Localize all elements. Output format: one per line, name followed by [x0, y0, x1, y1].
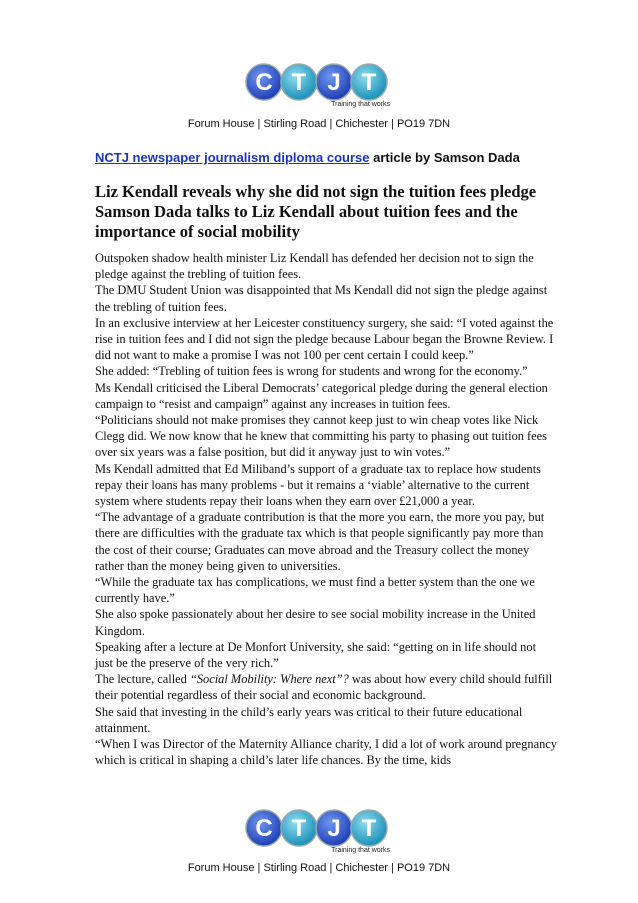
- paragraph: Outspoken shadow health minister Liz Kendall has defended her decision not to sign the pledge against the trebling of tuition fees.: [95, 251, 534, 282]
- lecture-intro: The lecture, called: [95, 672, 190, 687]
- course-link[interactable]: NCTJ newspaper journalism diploma course: [95, 150, 370, 165]
- header-address: Forum House | Stirling Road | Chichester | PO19 7DN: [187, 118, 451, 130]
- logo-letter-4: T: [361, 815, 377, 842]
- header-logo: [0, 62, 638, 106]
- headline-line-2: Samson Dada talks to Liz Kendall about tuition fees and the importance of social mobility: [95, 202, 518, 241]
- paragraph: “While the graduate tax has complications, we must find a better system than the one we currently have.”: [95, 575, 535, 606]
- logo-letter-1: C: [255, 815, 273, 842]
- paragraph: In an exclusive interview at her Leicester constituency surgery, she said: “I voted against the rise in tuition fees and I did not sign the pledge because Labour began the Browne Review. I did not want to make a promise I was not 100 per cent certain I could keep.”: [95, 315, 554, 363]
- paragraph: “Politicians should not make promises they cannot keep just to win cheap votes like Nick Clegg did. We now know that he knew that committing his party to phasing out tuition fees over six years was a false position, but did it anyway just to win votes.”: [95, 413, 548, 460]
- byline-author: article by Samson Dada: [369, 150, 520, 165]
- logo-letter-3: J: [327, 815, 341, 842]
- paragraph: Ms Kendall criticised the Liberal Democrats’ categorical pledge during the general election campaign to “resist and campaign” against any increases in tuition fees.: [95, 380, 548, 411]
- paragraph: Speaking after a lecture at De Monfort University, she said: “getting on in life should not just be the preserve of the very rich.”: [95, 639, 537, 671]
- article-body: [95, 250, 557, 769]
- logo-tagline: Training that works: [331, 847, 390, 854]
- paragraph: [95, 671, 557, 703]
- footer-logo: [0, 808, 638, 852]
- logo-letter-4: T: [361, 69, 377, 96]
- logo-letter-3: J: [327, 69, 341, 96]
- ctjt-logo-icon: [244, 62, 394, 102]
- footer-address: Forum House | Stirling Road | Chichester | PO19 7DN: [187, 862, 451, 874]
- paragraph: The DMU Student Union was disappointed that Ms Kendall did not sign the pledge against the trebling of tuition fees.: [95, 283, 548, 314]
- logo-tagline: Training that works: [331, 101, 390, 108]
- headline-line-1: Liz Kendall reveals why she did not sign the tuition fees pledge: [95, 182, 537, 201]
- article-byline: [95, 150, 555, 165]
- paragraph: “When I was Director of the Maternity Alliance charity, I did a lot of work around pregnancy which is critical in shaping a child’s later life chances. By the time, kids: [95, 737, 557, 768]
- lecture-description: was about how every child should fulfill their potential regardless of their social and economic background.: [95, 672, 553, 703]
- paragraph: She added: “Trebling of tuition fees is wrong for students and wrong for the economy.”: [95, 364, 528, 379]
- ctjt-logo-icon: [244, 808, 394, 848]
- paragraph: Ms Kendall admitted that Ed Miliband’s support of a graduate tax to replace how students repay their loans has many problems - but it remains a ‘viable’ alternative to the current system where students repay their loans when they earn over £21,000 a year.: [95, 461, 541, 509]
- logo-letter-2: T: [291, 69, 307, 96]
- logo-letter-2: T: [291, 815, 307, 842]
- lecture-title: “Social Mobility: Where next”?: [189, 672, 349, 687]
- article-headline: [95, 182, 555, 242]
- paragraph: She said that investing in the child’s early years was critical to their future educational attainment.: [95, 704, 523, 735]
- logo-letter-1: C: [255, 69, 273, 96]
- paragraph: She also spoke passionately about her desire to see social mobility increase in the United Kingdom.: [95, 607, 536, 638]
- paragraph: “The advantage of a graduate contribution is that the more you earn, the more you pay, but there are difficulties with the graduate tax which is that people significantly pay more than the cost of their course; Graduates can move abroad and the Treasury collect the money rather than the money being given to universities.: [95, 510, 545, 573]
